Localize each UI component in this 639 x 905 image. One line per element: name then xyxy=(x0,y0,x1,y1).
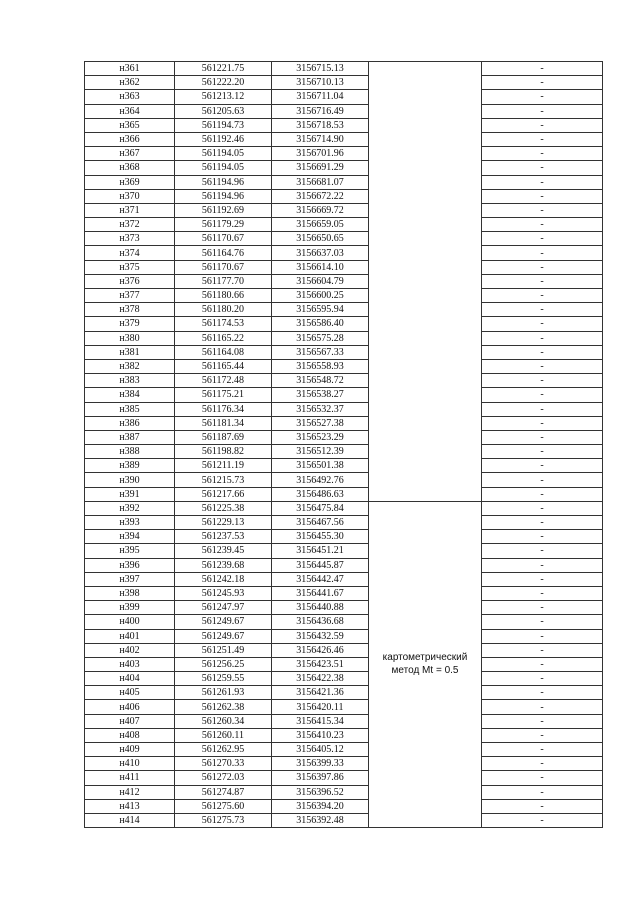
description-cell: - xyxy=(482,416,603,430)
description-cell: - xyxy=(482,672,603,686)
x-coordinate-cell: 561256.25 xyxy=(175,657,272,671)
description-cell: - xyxy=(482,728,603,742)
y-coordinate-cell: 3156595.94 xyxy=(272,303,369,317)
point-id-cell: н398 xyxy=(85,586,175,600)
table-row xyxy=(85,516,603,530)
table-row xyxy=(85,76,603,90)
description-cell: - xyxy=(482,743,603,757)
x-coordinate-cell: 561215.73 xyxy=(175,473,272,487)
description-cell: - xyxy=(482,530,603,544)
y-coordinate-cell: 3156392.48 xyxy=(272,813,369,827)
y-coordinate-cell: 3156501.38 xyxy=(272,459,369,473)
x-coordinate-cell: 561272.03 xyxy=(175,771,272,785)
description-cell: - xyxy=(482,544,603,558)
table-row xyxy=(85,345,603,359)
method-accuracy: метод Mt = 0.5 xyxy=(391,665,459,677)
table-row xyxy=(85,274,603,288)
point-id-cell: н378 xyxy=(85,303,175,317)
y-coordinate-cell: 3156710.13 xyxy=(272,76,369,90)
x-coordinate-cell: 561165.22 xyxy=(175,331,272,345)
description-cell: - xyxy=(482,104,603,118)
point-id-cell: н386 xyxy=(85,416,175,430)
x-coordinate-cell: 561242.18 xyxy=(175,572,272,586)
x-coordinate-cell: 561205.63 xyxy=(175,104,272,118)
table-row xyxy=(85,813,603,827)
table-row xyxy=(85,743,603,757)
table-row xyxy=(85,260,603,274)
table-row xyxy=(85,601,603,615)
point-id-cell: н394 xyxy=(85,530,175,544)
x-coordinate-cell: 561274.87 xyxy=(175,785,272,799)
table-row xyxy=(85,799,603,813)
x-coordinate-cell: 561259.55 xyxy=(175,672,272,686)
description-cell: - xyxy=(482,813,603,827)
table-row xyxy=(85,430,603,444)
table-row xyxy=(85,714,603,728)
point-id-cell: н377 xyxy=(85,289,175,303)
x-coordinate-cell: 561170.67 xyxy=(175,260,272,274)
point-id-cell: н361 xyxy=(85,62,175,76)
y-coordinate-cell: 3156394.20 xyxy=(272,799,369,813)
x-coordinate-cell: 561181.34 xyxy=(175,416,272,430)
description-cell: - xyxy=(482,586,603,600)
y-coordinate-cell: 3156567.33 xyxy=(272,345,369,359)
y-coordinate-cell: 3156421.36 xyxy=(272,686,369,700)
table-row xyxy=(85,303,603,317)
description-cell: - xyxy=(482,274,603,288)
x-coordinate-cell: 561187.69 xyxy=(175,430,272,444)
table-row xyxy=(85,402,603,416)
y-coordinate-cell: 3156492.76 xyxy=(272,473,369,487)
x-coordinate-cell: 561213.12 xyxy=(175,90,272,104)
table-row xyxy=(85,615,603,629)
x-coordinate-cell: 561194.96 xyxy=(175,189,272,203)
y-coordinate-cell: 3156614.10 xyxy=(272,260,369,274)
x-coordinate-cell: 561164.76 xyxy=(175,246,272,260)
point-id-cell: н402 xyxy=(85,643,175,657)
y-coordinate-cell: 3156451.21 xyxy=(272,544,369,558)
description-cell: - xyxy=(482,132,603,146)
y-coordinate-cell: 3156467.56 xyxy=(272,516,369,530)
description-cell: - xyxy=(482,615,603,629)
coordinates-table xyxy=(84,61,603,828)
x-coordinate-cell: 561174.53 xyxy=(175,317,272,331)
description-cell: - xyxy=(482,516,603,530)
x-coordinate-cell: 561211.19 xyxy=(175,459,272,473)
point-id-cell: н367 xyxy=(85,147,175,161)
description-cell: - xyxy=(482,161,603,175)
table-row xyxy=(85,530,603,544)
y-coordinate-cell: 3156715.13 xyxy=(272,62,369,76)
y-coordinate-cell: 3156669.72 xyxy=(272,203,369,217)
table-row xyxy=(85,771,603,785)
y-coordinate-cell: 3156716.49 xyxy=(272,104,369,118)
point-id-cell: н383 xyxy=(85,374,175,388)
point-id-cell: н411 xyxy=(85,771,175,785)
x-coordinate-cell: 561198.82 xyxy=(175,445,272,459)
description-cell: - xyxy=(482,402,603,416)
description-cell: - xyxy=(482,388,603,402)
x-coordinate-cell: 561192.69 xyxy=(175,203,272,217)
description-cell: - xyxy=(482,118,603,132)
y-coordinate-cell: 3156650.65 xyxy=(272,232,369,246)
x-coordinate-cell: 561172.48 xyxy=(175,374,272,388)
y-coordinate-cell: 3156681.07 xyxy=(272,175,369,189)
x-coordinate-cell: 561217.66 xyxy=(175,487,272,501)
table-row xyxy=(85,246,603,260)
point-id-cell: н374 xyxy=(85,246,175,260)
table-row xyxy=(85,132,603,146)
y-coordinate-cell: 3156711.04 xyxy=(272,90,369,104)
point-id-cell: н410 xyxy=(85,757,175,771)
x-coordinate-cell: 561260.34 xyxy=(175,714,272,728)
y-coordinate-cell: 3156410.23 xyxy=(272,728,369,742)
table-row xyxy=(85,218,603,232)
table-row xyxy=(85,487,603,501)
point-id-cell: н368 xyxy=(85,161,175,175)
point-id-cell: н379 xyxy=(85,317,175,331)
description-cell: - xyxy=(482,643,603,657)
description-cell: - xyxy=(482,232,603,246)
description-cell: - xyxy=(482,459,603,473)
x-coordinate-cell: 561222.20 xyxy=(175,76,272,90)
y-coordinate-cell: 3156486.63 xyxy=(272,487,369,501)
description-cell: - xyxy=(482,203,603,217)
y-coordinate-cell: 3156637.03 xyxy=(272,246,369,260)
table-row xyxy=(85,757,603,771)
description-cell: - xyxy=(482,785,603,799)
table-row xyxy=(85,203,603,217)
description-cell: - xyxy=(482,246,603,260)
description-cell: - xyxy=(482,487,603,501)
description-cell: - xyxy=(482,501,603,515)
point-id-cell: н382 xyxy=(85,359,175,373)
point-id-cell: н390 xyxy=(85,473,175,487)
description-cell: - xyxy=(482,572,603,586)
description-cell: - xyxy=(482,473,603,487)
y-coordinate-cell: 3156432.59 xyxy=(272,629,369,643)
description-cell: - xyxy=(482,686,603,700)
y-coordinate-cell: 3156397.86 xyxy=(272,771,369,785)
point-id-cell: н389 xyxy=(85,459,175,473)
y-coordinate-cell: 3156422.38 xyxy=(272,672,369,686)
point-id-cell: н366 xyxy=(85,132,175,146)
table-row xyxy=(85,657,603,671)
description-cell: - xyxy=(482,799,603,813)
table-row xyxy=(85,147,603,161)
table-row xyxy=(85,388,603,402)
description-cell: - xyxy=(482,345,603,359)
table-row xyxy=(85,62,603,76)
point-id-cell: н385 xyxy=(85,402,175,416)
table-row xyxy=(85,189,603,203)
table-row xyxy=(85,445,603,459)
table-row xyxy=(85,586,603,600)
x-coordinate-cell: 561270.33 xyxy=(175,757,272,771)
table-row xyxy=(85,785,603,799)
x-coordinate-cell: 561229.13 xyxy=(175,516,272,530)
x-coordinate-cell: 561194.73 xyxy=(175,118,272,132)
y-coordinate-cell: 3156701.96 xyxy=(272,147,369,161)
table-row xyxy=(85,700,603,714)
table-row xyxy=(85,572,603,586)
x-coordinate-cell: 561180.20 xyxy=(175,303,272,317)
x-coordinate-cell: 561251.49 xyxy=(175,643,272,657)
y-coordinate-cell: 3156538.27 xyxy=(272,388,369,402)
y-coordinate-cell: 3156415.34 xyxy=(272,714,369,728)
table-row xyxy=(85,686,603,700)
point-id-cell: н414 xyxy=(85,813,175,827)
point-id-cell: н393 xyxy=(85,516,175,530)
point-id-cell: н388 xyxy=(85,445,175,459)
description-cell: - xyxy=(482,700,603,714)
x-coordinate-cell: 561237.53 xyxy=(175,530,272,544)
description-cell: - xyxy=(482,218,603,232)
x-coordinate-cell: 561177.70 xyxy=(175,274,272,288)
point-id-cell: н384 xyxy=(85,388,175,402)
description-cell: - xyxy=(482,289,603,303)
point-id-cell: н365 xyxy=(85,118,175,132)
point-id-cell: н395 xyxy=(85,544,175,558)
x-coordinate-cell: 561275.73 xyxy=(175,813,272,827)
y-coordinate-cell: 3156672.22 xyxy=(272,189,369,203)
point-id-cell: н362 xyxy=(85,76,175,90)
description-cell: - xyxy=(482,430,603,444)
point-id-cell: н363 xyxy=(85,90,175,104)
y-coordinate-cell: 3156455.30 xyxy=(272,530,369,544)
y-coordinate-cell: 3156718.53 xyxy=(272,118,369,132)
x-coordinate-cell: 561260.11 xyxy=(175,728,272,742)
description-cell: - xyxy=(482,374,603,388)
y-coordinate-cell: 3156575.28 xyxy=(272,331,369,345)
table-row xyxy=(85,118,603,132)
table-row xyxy=(85,544,603,558)
x-coordinate-cell: 561194.96 xyxy=(175,175,272,189)
y-coordinate-cell: 3156405.12 xyxy=(272,743,369,757)
y-coordinate-cell: 3156586.40 xyxy=(272,317,369,331)
point-id-cell: н412 xyxy=(85,785,175,799)
description-cell: - xyxy=(482,714,603,728)
description-cell: - xyxy=(482,657,603,671)
description-cell: - xyxy=(482,90,603,104)
x-coordinate-cell: 561245.93 xyxy=(175,586,272,600)
table-row xyxy=(85,672,603,686)
point-id-cell: н381 xyxy=(85,345,175,359)
table-row xyxy=(85,359,603,373)
y-coordinate-cell: 3156714.90 xyxy=(272,132,369,146)
x-coordinate-cell: 561165.44 xyxy=(175,359,272,373)
point-id-cell: н406 xyxy=(85,700,175,714)
y-coordinate-cell: 3156527.38 xyxy=(272,416,369,430)
x-coordinate-cell: 561192.46 xyxy=(175,132,272,146)
y-coordinate-cell: 3156445.87 xyxy=(272,558,369,572)
x-coordinate-cell: 561164.08 xyxy=(175,345,272,359)
point-id-cell: н409 xyxy=(85,743,175,757)
description-cell: - xyxy=(482,445,603,459)
table-row xyxy=(85,629,603,643)
x-coordinate-cell: 561261.93 xyxy=(175,686,272,700)
description-cell: - xyxy=(482,317,603,331)
y-coordinate-cell: 3156659.05 xyxy=(272,218,369,232)
table-row xyxy=(85,558,603,572)
point-id-cell: н370 xyxy=(85,189,175,203)
y-coordinate-cell: 3156548.72 xyxy=(272,374,369,388)
description-cell: - xyxy=(482,757,603,771)
x-coordinate-cell: 561239.45 xyxy=(175,544,272,558)
point-id-cell: н387 xyxy=(85,430,175,444)
description-cell: - xyxy=(482,771,603,785)
point-id-cell: н401 xyxy=(85,629,175,643)
point-id-cell: н391 xyxy=(85,487,175,501)
point-id-cell: н376 xyxy=(85,274,175,288)
point-id-cell: н403 xyxy=(85,657,175,671)
y-coordinate-cell: 3156426.46 xyxy=(272,643,369,657)
x-coordinate-cell: 561175.21 xyxy=(175,388,272,402)
point-id-cell: н375 xyxy=(85,260,175,274)
point-id-cell: н404 xyxy=(85,672,175,686)
y-coordinate-cell: 3156475.84 xyxy=(272,501,369,515)
x-coordinate-cell: 561194.05 xyxy=(175,161,272,175)
table-row xyxy=(85,374,603,388)
table-row xyxy=(85,473,603,487)
description-cell: - xyxy=(482,175,603,189)
description-cell: - xyxy=(482,601,603,615)
x-coordinate-cell: 561194.05 xyxy=(175,147,272,161)
x-coordinate-cell: 561249.67 xyxy=(175,629,272,643)
x-coordinate-cell: 561262.38 xyxy=(175,700,272,714)
method-name: картометрический xyxy=(382,652,468,664)
table-row xyxy=(85,90,603,104)
table-row xyxy=(85,459,603,473)
description-cell: - xyxy=(482,147,603,161)
y-coordinate-cell: 3156441.67 xyxy=(272,586,369,600)
coordinates-table-body xyxy=(85,62,603,828)
y-coordinate-cell: 3156396.52 xyxy=(272,785,369,799)
table-row xyxy=(85,232,603,246)
y-coordinate-cell: 3156558.93 xyxy=(272,359,369,373)
description-cell: - xyxy=(482,62,603,76)
table-row xyxy=(85,289,603,303)
y-coordinate-cell: 3156512.39 xyxy=(272,445,369,459)
description-cell: - xyxy=(482,331,603,345)
point-id-cell: н372 xyxy=(85,218,175,232)
x-coordinate-cell: 561179.29 xyxy=(175,218,272,232)
description-cell: - xyxy=(482,76,603,90)
x-coordinate-cell: 561239.68 xyxy=(175,558,272,572)
point-id-cell: н371 xyxy=(85,203,175,217)
y-coordinate-cell: 3156532.37 xyxy=(272,402,369,416)
point-id-cell: н397 xyxy=(85,572,175,586)
table-row xyxy=(85,161,603,175)
x-coordinate-cell: 561247.97 xyxy=(175,601,272,615)
method-cell xyxy=(369,501,482,827)
x-coordinate-cell: 561249.67 xyxy=(175,615,272,629)
description-cell: - xyxy=(482,359,603,373)
point-id-cell: н400 xyxy=(85,615,175,629)
x-coordinate-cell: 561225.38 xyxy=(175,501,272,515)
x-coordinate-cell: 561180.66 xyxy=(175,289,272,303)
y-coordinate-cell: 3156420.11 xyxy=(272,700,369,714)
y-coordinate-cell: 3156442.47 xyxy=(272,572,369,586)
point-id-cell: н399 xyxy=(85,601,175,615)
y-coordinate-cell: 3156440.88 xyxy=(272,601,369,615)
point-id-cell: н369 xyxy=(85,175,175,189)
description-cell: - xyxy=(482,629,603,643)
x-coordinate-cell: 561262.95 xyxy=(175,743,272,757)
x-coordinate-cell: 561170.67 xyxy=(175,232,272,246)
point-id-cell: н413 xyxy=(85,799,175,813)
description-cell: - xyxy=(482,260,603,274)
description-cell: - xyxy=(482,558,603,572)
y-coordinate-cell: 3156691.29 xyxy=(272,161,369,175)
point-id-cell: н407 xyxy=(85,714,175,728)
x-coordinate-cell: 561221.75 xyxy=(175,62,272,76)
table-row xyxy=(85,175,603,189)
description-cell: - xyxy=(482,303,603,317)
table-row xyxy=(85,331,603,345)
y-coordinate-cell: 3156436.68 xyxy=(272,615,369,629)
x-coordinate-cell: 561176.34 xyxy=(175,402,272,416)
x-coordinate-cell: 561275.60 xyxy=(175,799,272,813)
table-row xyxy=(85,104,603,118)
table-row xyxy=(85,501,603,515)
y-coordinate-cell: 3156600.25 xyxy=(272,289,369,303)
point-id-cell: н392 xyxy=(85,501,175,515)
table-row xyxy=(85,643,603,657)
table-row xyxy=(85,728,603,742)
point-id-cell: н364 xyxy=(85,104,175,118)
point-id-cell: н380 xyxy=(85,331,175,345)
table-row xyxy=(85,317,603,331)
table-row xyxy=(85,416,603,430)
y-coordinate-cell: 3156399.33 xyxy=(272,757,369,771)
description-cell: - xyxy=(482,189,603,203)
point-id-cell: н408 xyxy=(85,728,175,742)
y-coordinate-cell: 3156604.79 xyxy=(272,274,369,288)
point-id-cell: н396 xyxy=(85,558,175,572)
point-id-cell: н373 xyxy=(85,232,175,246)
y-coordinate-cell: 3156523.29 xyxy=(272,430,369,444)
point-id-cell: н405 xyxy=(85,686,175,700)
method-cell-empty xyxy=(369,62,482,502)
y-coordinate-cell: 3156423.51 xyxy=(272,657,369,671)
